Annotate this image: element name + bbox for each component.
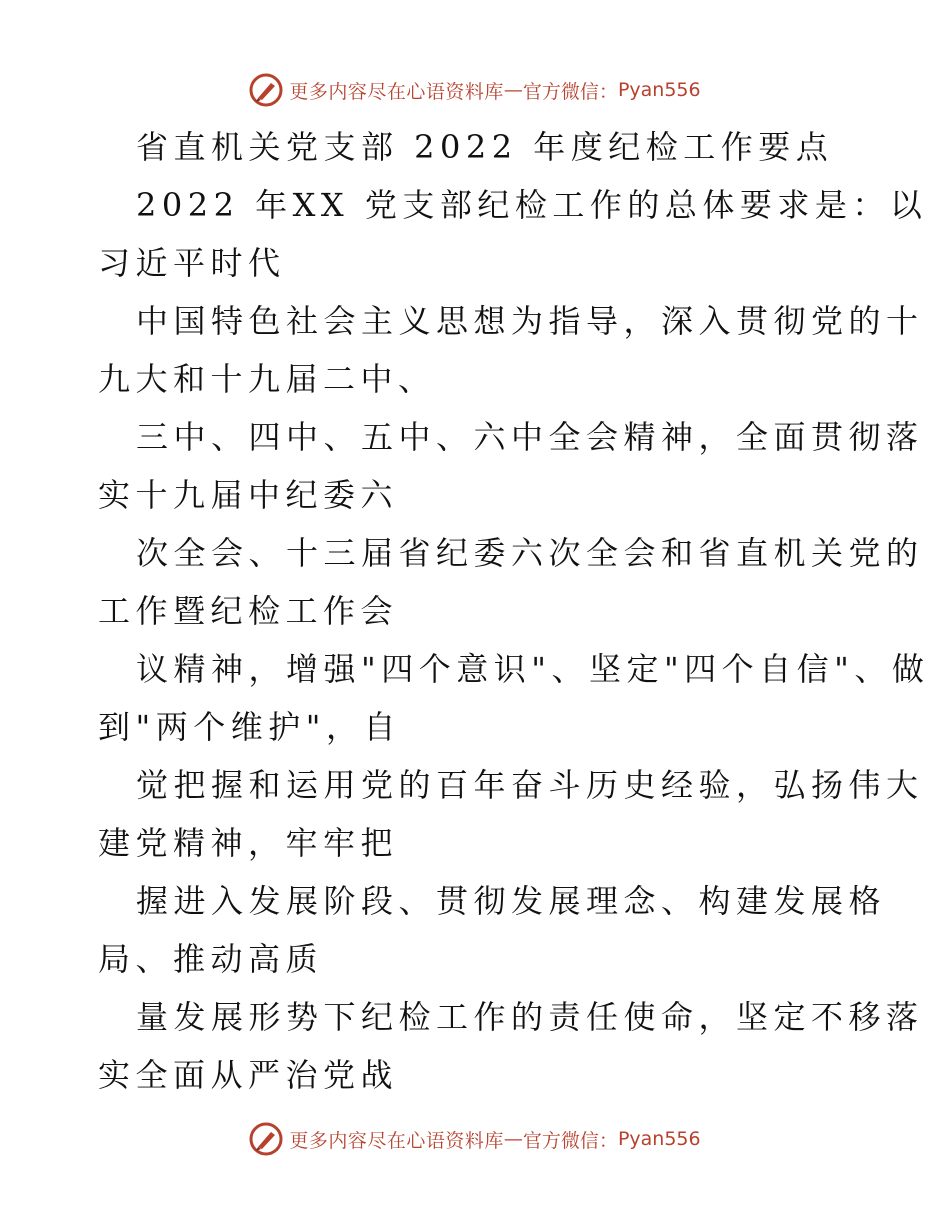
watermark-right-text: 官方微信： [522, 80, 618, 103]
watermark-wechat-id: Pyan556 [617, 1128, 701, 1150]
text-line: 建党精神，牢牢把 [98, 824, 399, 862]
text-line: 2022 年XX 党支部纪检工作的总体要求是：以 [136, 186, 928, 224]
text-line: 到"两个维护"，自 [98, 708, 401, 746]
watermark-dash: — [503, 1128, 523, 1150]
document-body [98, 118, 930, 1104]
watermark-wechat-id: Pyan556 [617, 79, 701, 101]
text-line: 局、推动高质 [98, 940, 324, 978]
text-line: 工作暨纪检工作会 [98, 592, 399, 630]
pen-logo-icon [249, 73, 283, 107]
watermark-left-text: 更多内容尽在心语资料库 [289, 1129, 504, 1152]
pen-logo-icon [249, 1122, 283, 1156]
text-line: 握进入发展阶段、贯彻发展理念、构建发展格 [136, 882, 887, 920]
watermark-right-text: 官方微信： [522, 1129, 618, 1152]
text-line: 三中、四中、五中、六中全会精神，全面贯彻落 [136, 418, 924, 456]
watermark-dash: — [503, 79, 523, 101]
text-line: 觉把握和运用党的百年奋斗历史经验，弘扬伟大 [136, 766, 924, 804]
text-line: 实十九届中纪委六 [98, 476, 399, 514]
header-watermark [0, 70, 950, 110]
text-line: 实全面从严治党战 [98, 1056, 399, 1094]
text-line: 量发展形势下纪检工作的责任使命，坚定不移落 [136, 998, 924, 1036]
text-line: 中国特色社会主义思想为指导，深入贯彻党的十 [136, 302, 924, 340]
text-line: 习近平时代 [98, 244, 286, 282]
text-line: 次全会、十三届省纪委六次全会和省直机关党的 [136, 534, 924, 572]
document-title: 省直机关党支部 2022 年度纪检工作要点 [136, 128, 834, 166]
footer-watermark [0, 1119, 950, 1159]
text-line: 议精神，增强"四个意识"、坚定"四个自信"、做 [136, 650, 930, 688]
text-line: 九大和十九届二中、 [98, 360, 436, 398]
watermark-left-text: 更多内容尽在心语资料库 [289, 80, 504, 103]
